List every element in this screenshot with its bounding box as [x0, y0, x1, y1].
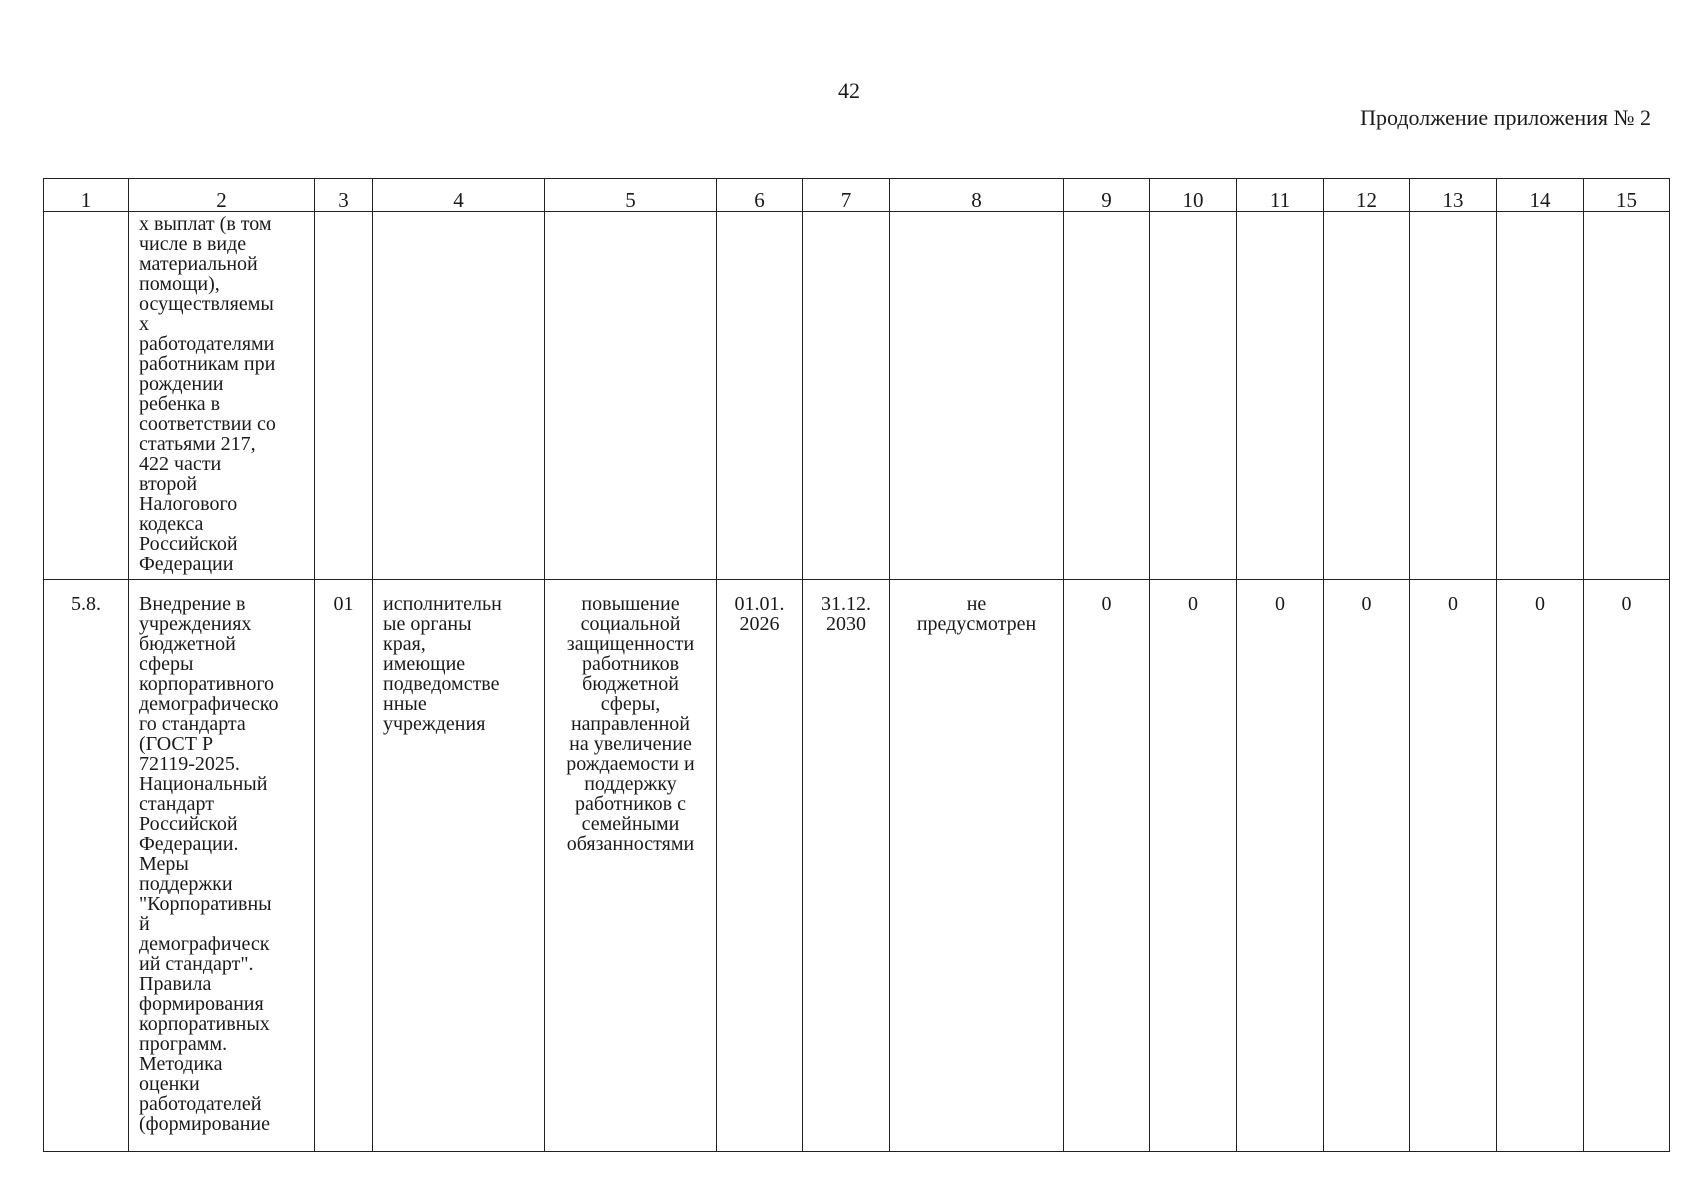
- column-header: 5: [545, 179, 717, 212]
- table-cell: [1064, 212, 1150, 580]
- column-header: 9: [1064, 179, 1150, 212]
- table-cell: [890, 212, 1064, 580]
- column-header: 3: [315, 179, 373, 212]
- table-cell: [717, 212, 803, 580]
- column-header: 4: [373, 179, 545, 212]
- column-header: 6: [717, 179, 803, 212]
- executor-cell: исполнительн ые органы края, имеющие подведомстве нные учреждения: [373, 580, 545, 1152]
- measure-name-continued: х выплат (в том числе в виде материальной помощи), осуществляемы х работодателями работникам при рождении ребенка в соответствии со статьями 217, 422 части второй Налогового кодекса Российской Федерации: [129, 212, 315, 580]
- table-header-row: [44, 179, 1670, 212]
- measures-table: [43, 178, 1670, 1152]
- value-cell: 0: [1237, 580, 1324, 1152]
- table-cell: [1324, 212, 1410, 580]
- end-date-cell: 31.12. 2030: [803, 580, 890, 1152]
- measure-name: Внедрение в учреждениях бюджетной сферы корпоративного демографическо го стандарта (ГОСТ Р 72119-2025. Национальный стандарт Российской Федерации. Меры поддержки "Корпоративны й демографическ ий стандарт". Правила формирования корпоративных программ. Методика оценки работодателей (формирование: [129, 580, 315, 1152]
- value-cell: 0: [1410, 580, 1497, 1152]
- table-cell: [1410, 212, 1497, 580]
- table-cell: [373, 212, 545, 580]
- start-date-cell: 01.01. 2026: [717, 580, 803, 1152]
- column-header: 7: [803, 179, 890, 212]
- table-cell: [44, 212, 129, 580]
- appendix-continuation-label: Продолжение приложения № 2: [1360, 105, 1651, 130]
- table-cell: [545, 212, 717, 580]
- column-header: 15: [1584, 179, 1670, 212]
- table-cell: [1237, 212, 1324, 580]
- table-cell: [1150, 212, 1237, 580]
- funding-cell: не предусмотрен: [890, 580, 1064, 1152]
- table-cell: [315, 212, 373, 580]
- column-header: 1: [44, 179, 129, 212]
- column-header: 8: [890, 179, 1064, 212]
- column-header: 2: [129, 179, 315, 212]
- table-row-5-8: [44, 580, 1670, 1152]
- value-cell: 0: [1064, 580, 1150, 1152]
- result-cell: повышение социальной защищенности работников бюджетной сферы, направленной на увеличение рождаемости и поддержку работников с семейными обязанностями: [545, 580, 717, 1152]
- value-cell: 0: [1497, 580, 1584, 1152]
- table-row-continuation: [44, 212, 1670, 580]
- value-cell: 0: [1584, 580, 1670, 1152]
- column-header: 12: [1324, 179, 1410, 212]
- value-cell: 0: [1324, 580, 1410, 1152]
- column-header: 11: [1237, 179, 1324, 212]
- table-cell: [1584, 212, 1670, 580]
- table-cell: [1497, 212, 1584, 580]
- table-cell: [803, 212, 890, 580]
- column-header: 13: [1410, 179, 1497, 212]
- row-number: 5.8.: [44, 580, 129, 1152]
- value-cell: 0: [1150, 580, 1237, 1152]
- code-cell: 01: [315, 580, 373, 1152]
- page-number: 42: [838, 78, 860, 103]
- column-header: 10: [1150, 179, 1237, 212]
- column-header: 14: [1497, 179, 1584, 212]
